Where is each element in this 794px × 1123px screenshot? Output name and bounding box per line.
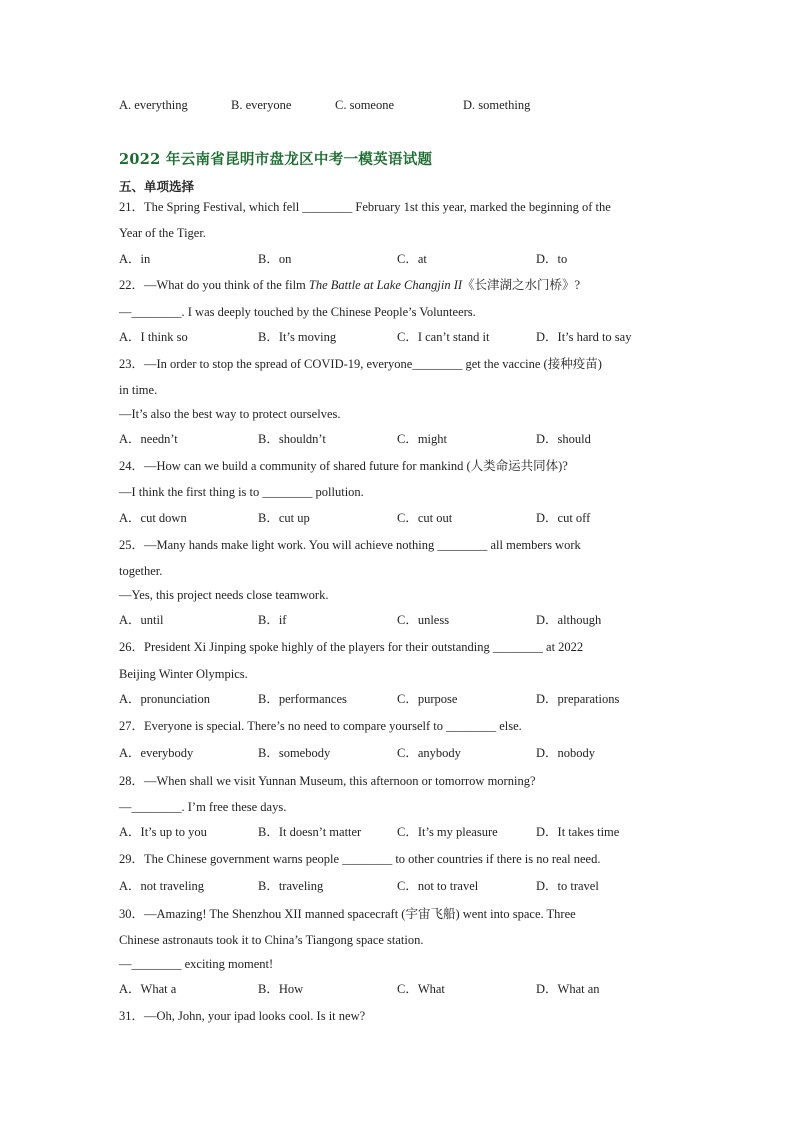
prev-option-d: D. something <box>463 98 531 112</box>
q23-option-c: C．might <box>397 432 448 446</box>
prev-option-a: A. everything <box>119 98 188 112</box>
q27-option-a: A．everybody <box>119 746 194 760</box>
q29-option-b: B．traveling <box>258 879 324 893</box>
q25-line2: together. <box>119 564 163 578</box>
q23-line3: —It’s also the best way to protect ourselves. <box>119 407 341 421</box>
prev-option-b: B. everyone <box>231 98 292 112</box>
q22-line1 <box>119 277 580 293</box>
q30-option-b: B．How <box>258 982 304 996</box>
q24-option-c: C．cut out <box>397 511 453 525</box>
q21-option-a: A．in <box>119 252 151 266</box>
q28-option-a: A．It’s up to you <box>119 825 207 839</box>
q28-option-c: C．It’s my pleasure <box>397 825 498 839</box>
q29-option-a: A．not traveling <box>119 879 205 893</box>
q30-option-a: A．What a <box>119 982 177 996</box>
q27-line1: 27．Everyone is special. There’s no need to compare yourself to ________ else. <box>119 719 522 733</box>
q24-option-a: A．cut down <box>119 511 187 525</box>
q22-option-c: C．I can’t stand it <box>397 330 490 344</box>
q25-line1: 25．—Many hands make light work. You will achieve nothing ________ all members work <box>119 538 581 552</box>
q22-film-title: The Battle at Lake Changjin II <box>308 278 463 292</box>
q26-line2: Beijing Winter Olympics. <box>119 667 248 681</box>
q22-option-b: B．It’s moving <box>258 330 337 344</box>
q24-line2: —I think the first thing is to ________ pollution. <box>119 485 364 499</box>
q23-option-d: D．should <box>536 432 591 446</box>
q21-option-b: B．on <box>258 252 292 266</box>
q29-option-d: D．to travel <box>536 879 599 893</box>
q23-line1: 23．—In order to stop the spread of COVID-19, everyone________ get the vaccine (接种疫苗) <box>119 357 602 371</box>
q22-option-a: A．I think so <box>119 330 188 344</box>
prev-option-c: C. someone <box>335 98 395 112</box>
q24-line1: 24．—How can we build a community of shared future for mankind (人类命运共同体)? <box>119 459 568 473</box>
q29-option-c: C．not to travel <box>397 879 479 893</box>
q25-option-c: C．unless <box>397 613 450 627</box>
q21-option-d: D．to <box>536 252 568 266</box>
q24-option-d: D．cut off <box>536 511 591 525</box>
q22-option-d: D．It’s hard to say <box>536 330 632 344</box>
q26-line1: 26．President Xi Jinping spoke highly of the players for their outstanding ________ at 2022 <box>119 640 584 654</box>
q25-option-d: D．although <box>536 613 602 627</box>
q27-option-d: D．nobody <box>536 746 596 760</box>
q26-option-d: D．preparations <box>536 692 620 706</box>
q28-option-d: D．It takes time <box>536 825 620 839</box>
q30-option-c: C．What <box>397 982 445 996</box>
q22-line2: —________. I was deeply touched by the Chinese People’s Volunteers. <box>119 305 476 319</box>
q28-line2: —________. I’m free these days. <box>119 800 287 814</box>
q27-option-b: B．somebody <box>258 746 331 760</box>
q26-option-a: A．pronunciation <box>119 692 210 706</box>
q31-line1: 31．—Oh, John, your ipad looks cool. Is it new? <box>119 1009 366 1023</box>
q25-option-b: B．if <box>258 613 287 627</box>
q30-line3: —________ exciting moment! <box>119 957 274 971</box>
q30-option-d: D．What an <box>536 982 600 996</box>
q23-line2: in time. <box>119 383 158 397</box>
q25-option-a: A．until <box>119 613 164 627</box>
q24-option-b: B．cut up <box>258 511 310 525</box>
q26-option-b: B．performances <box>258 692 347 706</box>
q22-line1-post: 《长津湖之水门桥》? <box>462 278 581 292</box>
q21-option-c: C．at <box>397 252 427 266</box>
q26-option-c: C．purpose <box>397 692 458 706</box>
q21-line2: Year of the Tiger. <box>119 226 206 240</box>
q28-option-b: B．It doesn’t matter <box>258 825 362 839</box>
q29-line1: 29．The Chinese government warns people ________ to other countries if there is no real need. <box>119 852 601 866</box>
q22-line1-pre: 22．—What do you think of the film <box>119 278 309 292</box>
q23-option-a: A．needn’t <box>119 432 178 446</box>
q30-line1: 30．—Amazing! The Shenzhou XII manned spacecraft (宇宙飞船) went into space. Three <box>119 907 576 921</box>
section-header: 五、单项选择 <box>119 180 195 194</box>
exam-title: 2022 年云南省昆明市盘龙区中考一模英语试题 <box>119 151 433 168</box>
q23-option-b: B．shouldn’t <box>258 432 326 446</box>
q30-line2: Chinese astronauts took it to China’s Tiangong space station. <box>119 933 424 947</box>
q27-option-c: C．anybody <box>397 746 461 760</box>
q25-line3: —Yes, this project needs close teamwork. <box>119 588 329 602</box>
q28-line1: 28．—When shall we visit Yunnan Museum, this afternoon or tomorrow morning? <box>119 774 536 788</box>
q21-line1: 21．The Spring Festival, which fell ________ February 1st this year, marked the beginning of the <box>119 200 611 214</box>
